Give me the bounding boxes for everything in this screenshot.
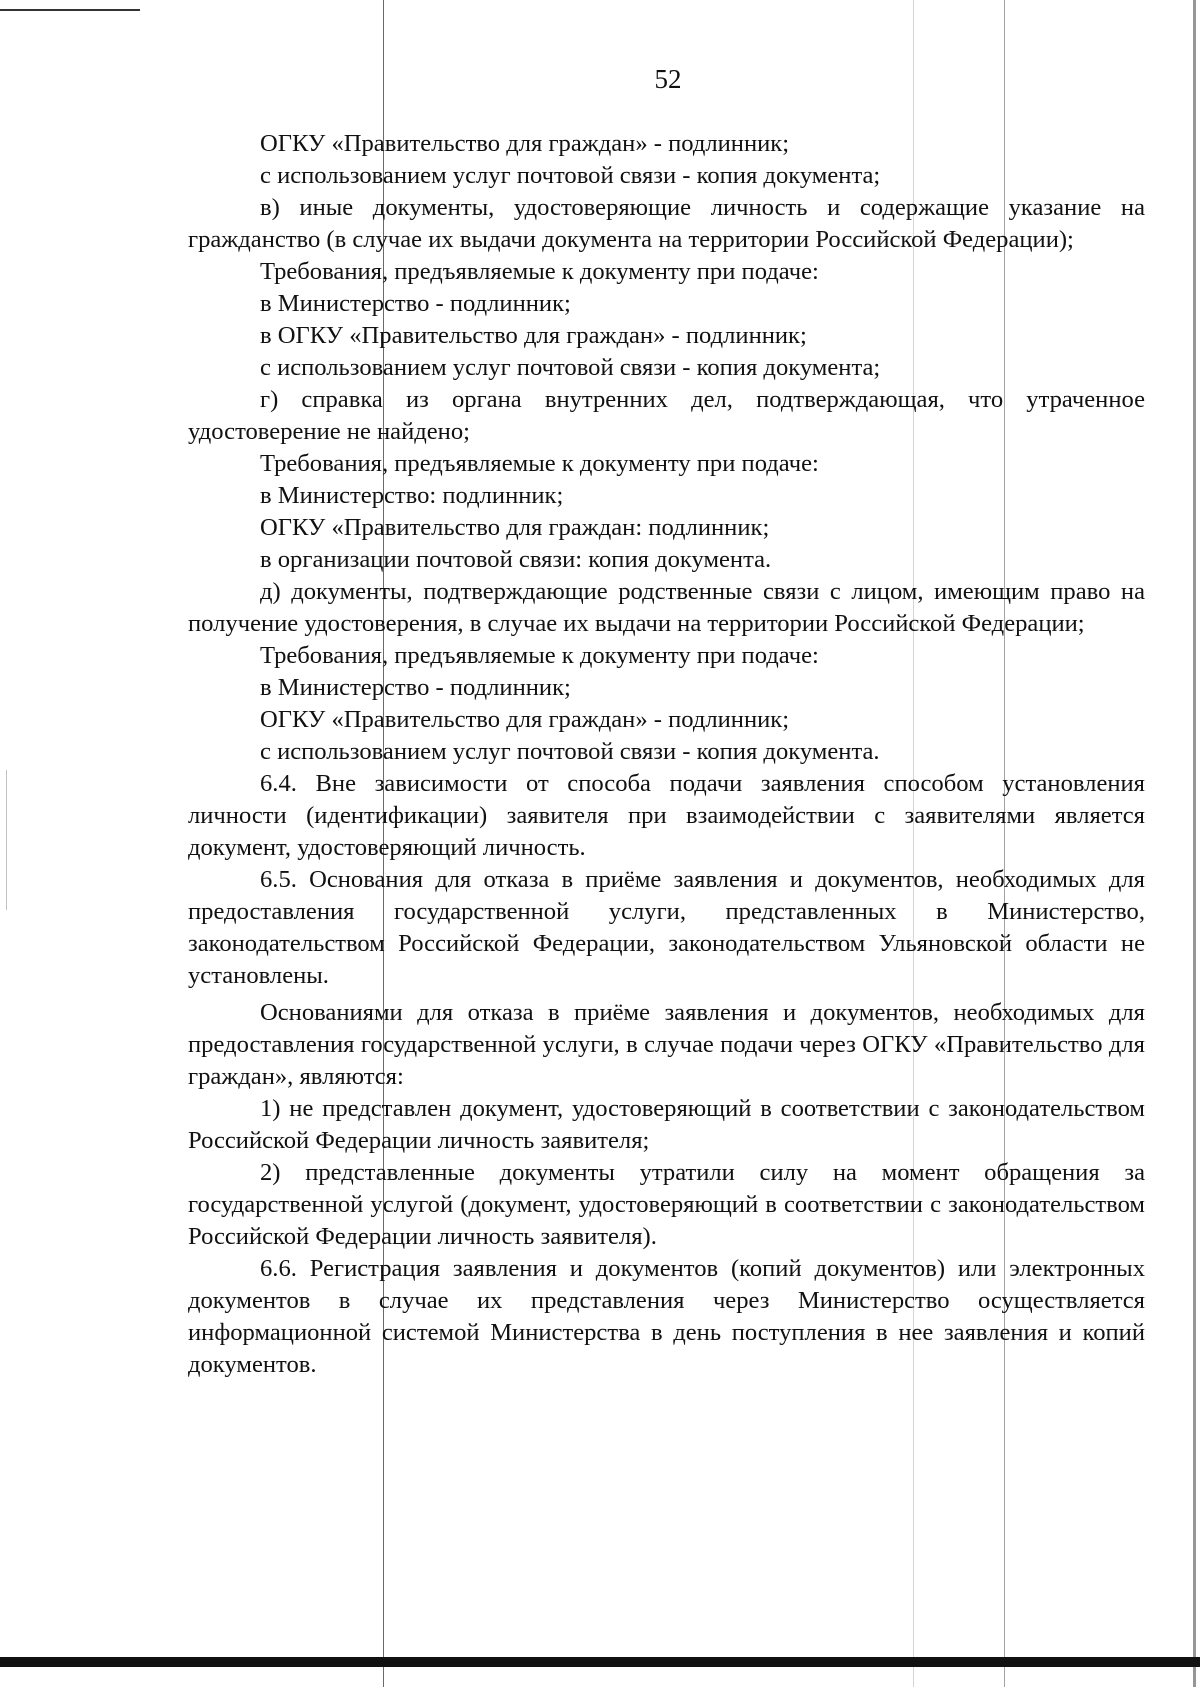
paragraph-4: Требования, предъявляемые к документу при подаче: xyxy=(260,258,819,285)
paragraph-10: в Министерство: подлинник; xyxy=(260,482,564,509)
paragraph-7: с использованием услуг почтовой связи - копия документа; xyxy=(260,354,881,381)
paragraph-14: Требования, предъявляемые к документу при подаче: xyxy=(260,642,819,669)
scan-edge-left-mark xyxy=(6,770,7,910)
page-number: 52 xyxy=(654,64,682,94)
paragraph-11: ОГКУ «Правительство для граждан: подлинник; xyxy=(260,514,770,541)
paragraph-5: в Министерство - подлинник; xyxy=(260,290,571,317)
paragraph-21: 1) не представлен документ, удостоверяющий в соответствии с законодательством Российской Федерации личность заявителя; xyxy=(188,1095,1145,1154)
paragraph-3: в) иные документы, удостоверяющие личность и содержащие указание на гражданство (в случае их выдачи документа на территории Российской Федерации); xyxy=(188,194,1145,253)
paragraph-18: 6.4. Вне зависимости от способа подачи заявления способом установления личности (идентификации) заявителя при взаимодействии с заявителями является документ, удостоверяющий личность. xyxy=(188,770,1145,861)
scan-bottom-border xyxy=(0,1657,1200,1667)
paragraph-9: Требования, предъявляемые к документу при подаче: xyxy=(260,450,819,477)
paragraph-6: в ОГКУ «Правительство для граждан» - подлинник; xyxy=(260,322,807,349)
paragraph-2: с использованием услуг почтовой связи - копия документа; xyxy=(260,162,881,189)
paragraph-19: 6.5. Основания для отказа в приёме заявления и документов, необходимых для предоставления государственной услуги, представленных в Министерство, законодательством Российской Федерации, законодательством Ульяновской области не установлены. xyxy=(188,866,1145,989)
paragraph-8: г) справка из органа внутренних дел, подтверждающая, что утраченное удостоверение не найдено; xyxy=(188,386,1145,445)
paragraph-12: в организации почтовой связи: копия документа. xyxy=(260,546,772,573)
paragraph-20: Основаниями для отказа в приёме заявления и документов, необходимых для предоставления государственной услуги, в случае подачи через ОГКУ «Правительство для граждан», являются: xyxy=(188,999,1145,1090)
paragraph-16: ОГКУ «Правительство для граждан» - подлинник; xyxy=(260,706,790,733)
scan-edge-right xyxy=(1193,0,1196,1687)
paragraph-17: с использованием услуг почтовой связи - копия документа. xyxy=(260,738,880,765)
paragraph-13: д) документы, подтверждающие родственные связи с лицом, имеющим право на получение удостоверения, в случае их выдачи на территории Российской Федерации; xyxy=(188,578,1145,637)
paragraph-22: 2) представленные документы утратили силу на момент обращения за государственной услугой (документ, удостоверяющий в соответствии с законодательством Российской Федерации личность заявителя). xyxy=(188,1159,1145,1250)
paragraph-15: в Министерство - подлинник; xyxy=(260,674,571,701)
scan-artifact-top-line xyxy=(0,9,140,11)
paragraph-23: 6.6. Регистрация заявления и документов (копий документов) или электронных документов в случае их представления через Министерство осуществляется информационной системой Министерства в день поступления в нее заявления и копий документов. xyxy=(188,1255,1145,1378)
document-body xyxy=(188,128,1145,1381)
paragraph-1: ОГКУ «Правительство для граждан» - подлинник; xyxy=(260,130,790,157)
